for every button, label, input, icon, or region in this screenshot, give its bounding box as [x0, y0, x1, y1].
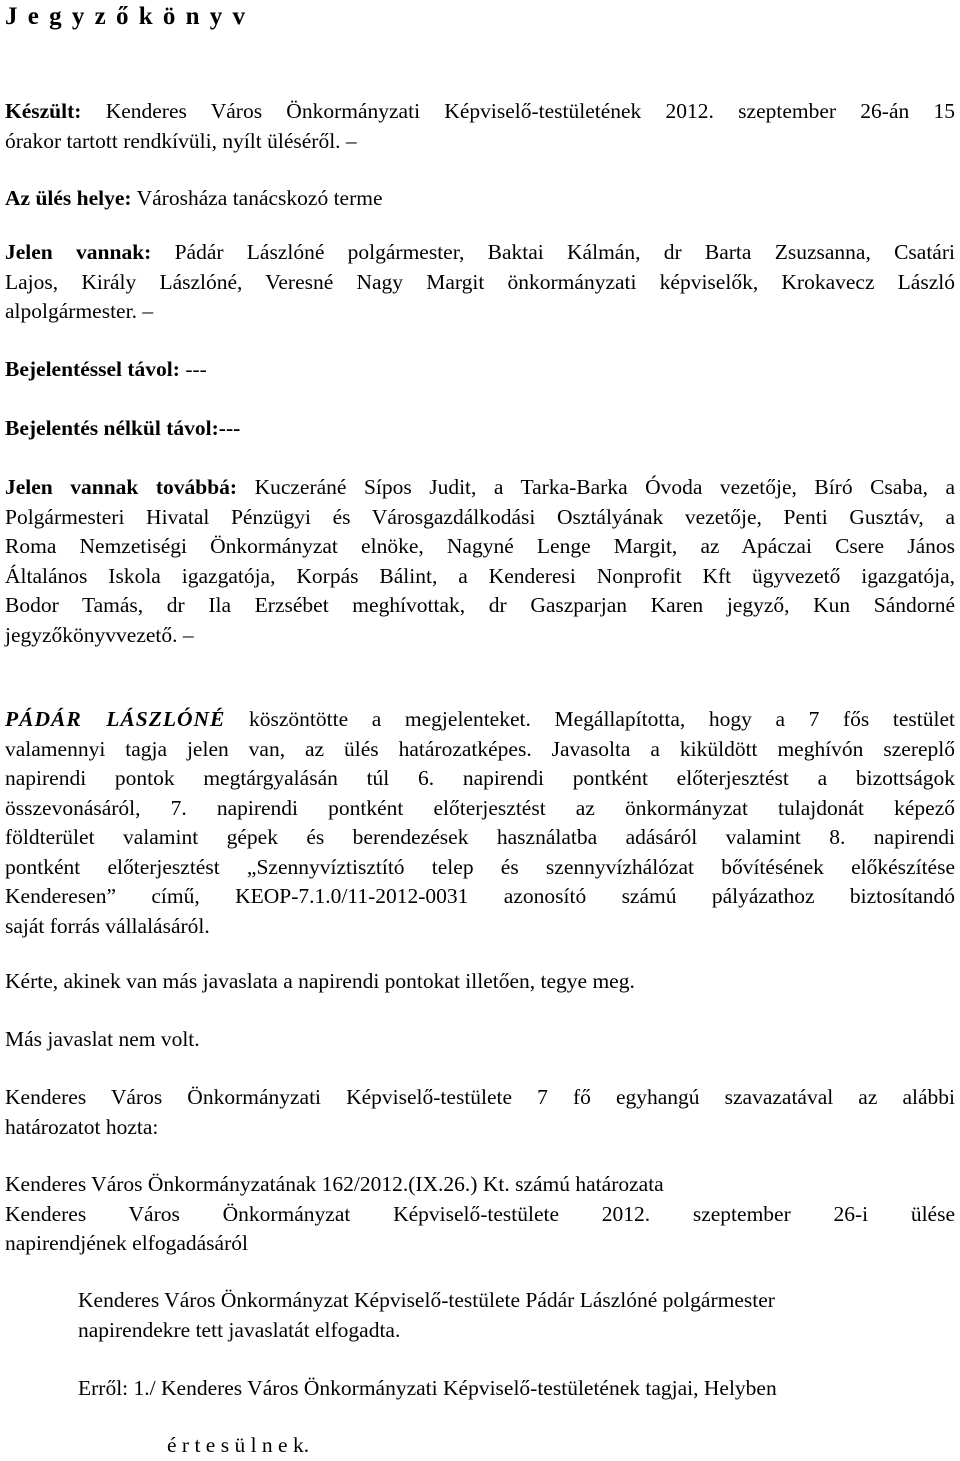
hatarozat-number: Kenderes Város Önkormányzatának 162/2012.(IX.26.) Kt. számú határozata — [5, 1172, 664, 1196]
padar-paragraph: PÁDÁR LÁSZLÓNÉ köszöntötte a megjelenteket. Megállapította, hogy a 7 fős testület valamennyi tagja jelen van, az ülés határozatképes. Javasolta a kiküldött meghívón szereplő napirendi pontok megtárgyalásán túl 6. napirendi pontként előterjesztést a bizottságok összevonásáról, 7. napirendi pontként előterjesztést az önkormányzat tulajdonát képező földterület valamint gépek és berendezések használatba adásáról valamint 8. napirendi pontként előterjesztést „Szennyvíztisztító telep és szennyvízhálózat bővítésének előkészítése Kenderesen” című, KEOP-7.1.0/11-2012-0031 azonosító számú pályázathoz biztosítandó saját forrás vállalásáról. — [5, 707, 955, 938]
keszult-paragraph — [5, 97, 955, 156]
jelen-paragraph: Jelen vannak: Pádár Lászlóné polgármester, Baktai Kálmán, dr Barta Zsuzsanna, Csatári Lajos, Király Lászlóné, Veresné Nagy Margit önkormányzati képviselők, Krokavecz László alpolgármester. – — [5, 240, 955, 323]
keszult-label: Készült: — [5, 99, 82, 123]
tovabba-label: Jelen vannak továbbá: — [5, 475, 238, 499]
helye-paragraph — [5, 184, 955, 214]
speaker-name: PÁDÁR LÁSZLÓNÉ — [5, 707, 226, 731]
tovabba-paragraph: Jelen vannak továbbá: Kuczeráné Sípos Judit, a Tarka-Barka Óvoda vezetője, Bíró Csaba, a Polgármesteri Hivatal Pénzügyi és Városgazdálkodási Osztályának vezetője, Penti Gusztáv, a Roma Nemzetiségi Önkormányzat elnöke, Nagyné Lenge Margit, az Apáczai Csere János Általános Iskola igazgatója, Korpás Bálint, a Kenderesi Nonprofit Kft ügyvezető igazgatója, Bodor Tamás, dr Ila Erzsébet meghívottak, dr Gaszparjan Karen jegyző, Kun Sándorné jegyzőkönyvvezető. – — [5, 475, 955, 647]
keszult-line-2: órakor tartott rendkívüli, nyílt üléséről. – — [5, 128, 357, 153]
bejelentes-nelkul-paragraph — [5, 414, 955, 444]
bejelentessel-label: Bejelentéssel távol: — [5, 357, 180, 381]
ertesulnek-line: é r t e s ü l n e k. — [167, 1433, 310, 1457]
hozta-paragraph: Kenderes Város Önkormányzati Képviselő-testülete 7 fő egyhangú szavazatával az alábbi határozatot hozta: — [5, 1085, 955, 1139]
dontes-paragraph: Kenderes Város Önkormányzat Képviselő-testülete Pádár Lászlóné polgármester napirendekre tett javaslatát elfogadta. — [78, 1288, 775, 1342]
bejelentessel-paragraph: Bejelentéssel távol: --- — [5, 357, 207, 381]
hatarozat-header: Kenderes Város Önkormányzatának 162/2012.(IX.26.) Kt. számú határozata Kenderes Város Önkormányzat Képviselő-testülete 2012. szeptember 26-i ülése napirendjének elfogadásáról — [5, 1172, 955, 1255]
helye-label: Az ülés helye: — [5, 186, 132, 210]
bejelentes-nelkul-label: Bejelentés nélkül távol:--- — [5, 416, 241, 440]
errol-paragraph: Erről: 1./ Kenderes Város Önkormányzati Képviselő-testületének tagjai, Helyben — [78, 1376, 777, 1400]
mas-javaslat-paragraph: Más javaslat nem volt. — [5, 1027, 200, 1051]
helye-value: Városháza tanácskozó terme — [136, 186, 383, 210]
document-title: J e g y z ő k ö n y v — [5, 3, 247, 30]
jelen-label: Jelen vannak: — [5, 240, 152, 264]
kerte-paragraph: Kérte, akinek van más javaslata a napirendi pontokat illetően, tegye meg. — [5, 969, 635, 993]
keszult-line-1: Készült: Kenderes Város Önkormányzati Képviselő-testületének 2012. szeptember 26-án 15 — [5, 99, 955, 123]
